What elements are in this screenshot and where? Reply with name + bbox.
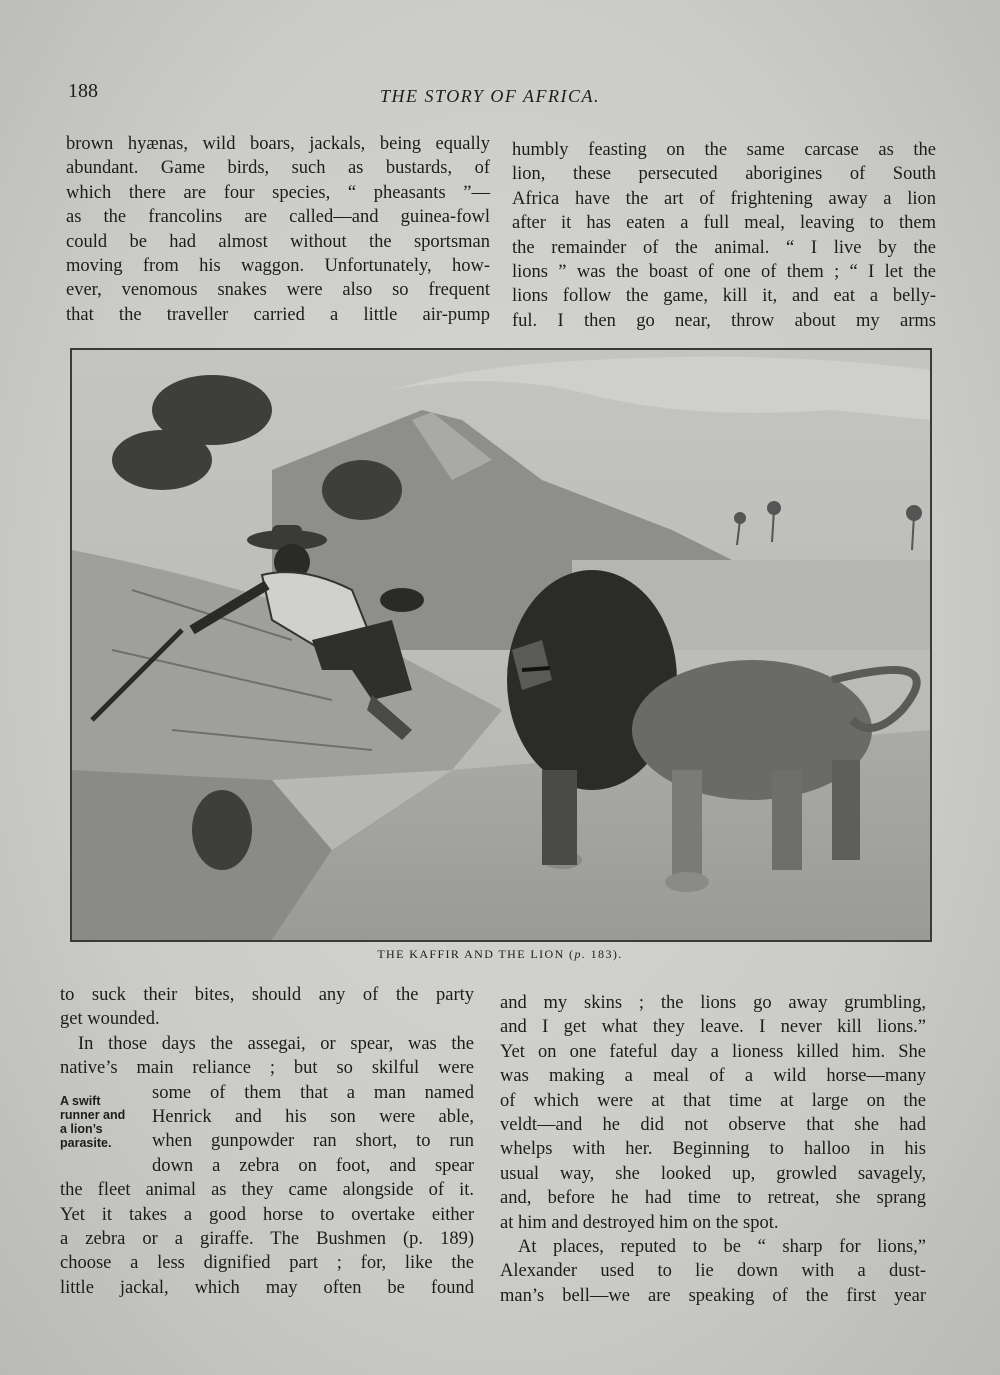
text-line: little jackal, which may often be found [60,1277,474,1298]
text-line: lions ” was the boast of one of them ; “ I let the [512,262,936,283]
text-line: Africa have the art of frightening away a lion [512,188,936,209]
caption-page-ref: p. [574,947,587,961]
text-line: the remainder of the animal. “ I live by the [512,237,936,258]
text-line: that the traveller carried a little air-pump [66,304,490,325]
text-line: abundant. Game birds, such as bustards, of [66,158,490,179]
text-line: at him and destroyed him on the spot. [500,1212,779,1233]
illustration-kaffir-and-lion [70,348,932,942]
margin-note-line: runner and [60,1108,126,1122]
running-title: THE STORY OF AFRICA. [380,86,601,106]
text-line: ever, venomous snakes were also so frequent [66,280,490,301]
margin-note [60,1094,125,1150]
text-line: At places, reputed to be “ sharp for lions,” [518,1237,926,1258]
top-right-column [512,138,936,333]
text-line: usual way, she looked up, growled savagely, [500,1163,926,1184]
margin-note-line: parasite. [60,1136,112,1150]
margin-note-line: a lion’s [60,1122,103,1136]
text-line: down a zebra on foot, and spear [152,1155,474,1176]
text-line: get wounded. [60,1009,160,1030]
text-line: lion, these persecuted aborigines of South [512,164,936,185]
text-line: a zebra or a giraffe. The Bushmen (p. 189) [60,1229,474,1250]
text-line: the fleet animal as they came alongside of it. [60,1180,474,1201]
text-line: to suck their bites, should any of the party [60,985,474,1005]
text-line: and my skins ; the lions go away grumbling, [500,993,926,1013]
caption-end: 183). [586,947,623,961]
text-line: could be had almost without the sportsman [66,231,490,252]
text-line: humbly feasting on the same carcase as the [512,140,936,160]
text-line: choose a less dignified part ; for, like the [60,1253,474,1274]
text-line: Alexander used to lie down with a dust- [500,1261,926,1282]
bottom-right-column [500,991,926,1308]
text-line: veldt—and he did not observe that she had [500,1115,926,1136]
text-line: Yet it takes a good horse to overtake either [60,1204,474,1225]
text-line: and I get what they leave. I never kill lions.” [500,1017,926,1038]
text-line: whelps with her. Beginning to halloo in his [500,1139,926,1160]
caption-text: THE KAFFIR AND THE LION ( [377,947,575,961]
text-line: brown hyænas, wild boars, jackals, being equally [66,134,490,154]
top-left-column [66,132,490,327]
text-line: some of them that a man named [152,1082,474,1103]
margin-note-line: A swift [60,1094,101,1108]
text-line: when gunpowder ran short, to run [152,1131,474,1152]
illustration-caption [0,947,1000,962]
text-line: ful. I then go near, throw about my arms [512,310,936,331]
text-line: and, before he had time to retreat, she sprang [500,1188,926,1209]
text-line: native’s main reliance ; but so skilful were [60,1058,474,1079]
text-line: of which were at that time at large on the [500,1090,926,1111]
text-line: moving from his waggon. Unfortunately, how- [66,256,490,277]
text-line: which there are four species, “ pheasants ”— [66,182,490,203]
engraving-image [72,350,930,940]
text-line: was making a meal of a wild horse—many [500,1066,926,1087]
text-line: lions follow the game, kill it, and eat a belly- [512,286,936,307]
text-line: In those days the assegai, or spear, was the [78,1033,474,1054]
text-line: as the francolins are called—and guinea-fowl [66,207,490,228]
text-line: Yet on one fateful day a lioness killed him. She [500,1041,926,1062]
text-line: after it has eaten a full meal, leaving to them [512,213,936,234]
page-number: 188 [68,80,98,102]
text-line: Henrick and his son were able, [152,1107,474,1128]
text-line: man’s bell—we are speaking of the first year [500,1285,926,1306]
